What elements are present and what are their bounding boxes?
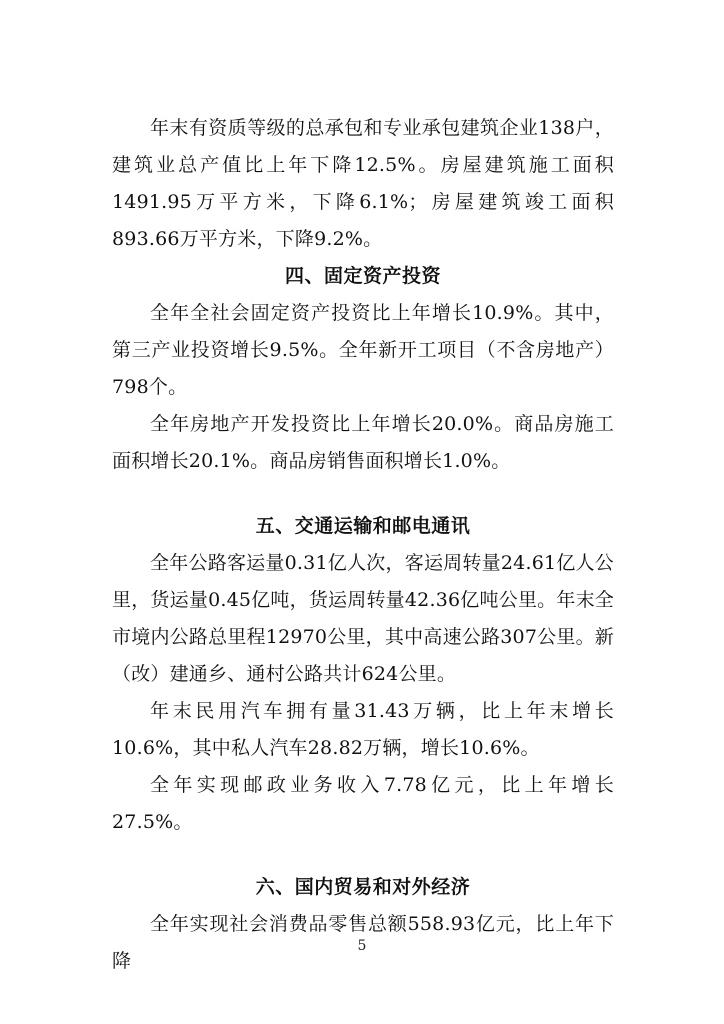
retail-sales-paragraph: 全年实现社会消费品零售总额558.93亿元，比上年下降 (112, 913, 614, 972)
real-estate-paragraph: 全年房地产开发投资比上年增长20.0%。商品房施工面积增长20.1%。商品房销售面积增长1.0%。 (112, 413, 614, 472)
road-transport-paragraph: 全年公路客运量0.31亿人次，客运周转量24.61亿人公里，货运量0.45亿吨，货运周转量42.36亿吨公里。年末全市境内公路总里程12970公里，其中高速公路307公里。新（改）建通乡、通村公路共计624公里。 (112, 552, 614, 685)
section-heading-trade-economy: 六、国内贸易和对外经济 (255, 876, 471, 898)
fixed-asset-investment-paragraph: 全年全社会固定资产投资比上年增长10.9%。其中，第三产业投资增长9.5%。全年新开工项目（不含房地产）798个。 (112, 302, 614, 398)
section-heading-fixed-asset-investment: 四、固定资产投资 (284, 265, 441, 287)
page-number: 5 (357, 938, 367, 954)
postal-revenue-paragraph: 全年实现邮政业务收入7.78亿元，比上年增长27.5%。 (112, 774, 614, 833)
construction-paragraph: 年末有资质等级的总承包和专业承包建筑企业138户，建筑业总产值比上年下降12.5%。房屋建筑施工面积1491.95万平方米，下降6.1%；房屋建筑竣工面积893.66万平方米，下降9.2%。 (112, 117, 614, 250)
section-heading-transport-communications: 五、交通运输和邮电通讯 (255, 515, 471, 537)
document-body (112, 110, 614, 980)
vehicle-ownership-paragraph: 年末民用汽车拥有量31.43万辆，比上年末增长10.6%，其中私人汽车28.82万辆，增长10.6%。 (112, 700, 614, 759)
